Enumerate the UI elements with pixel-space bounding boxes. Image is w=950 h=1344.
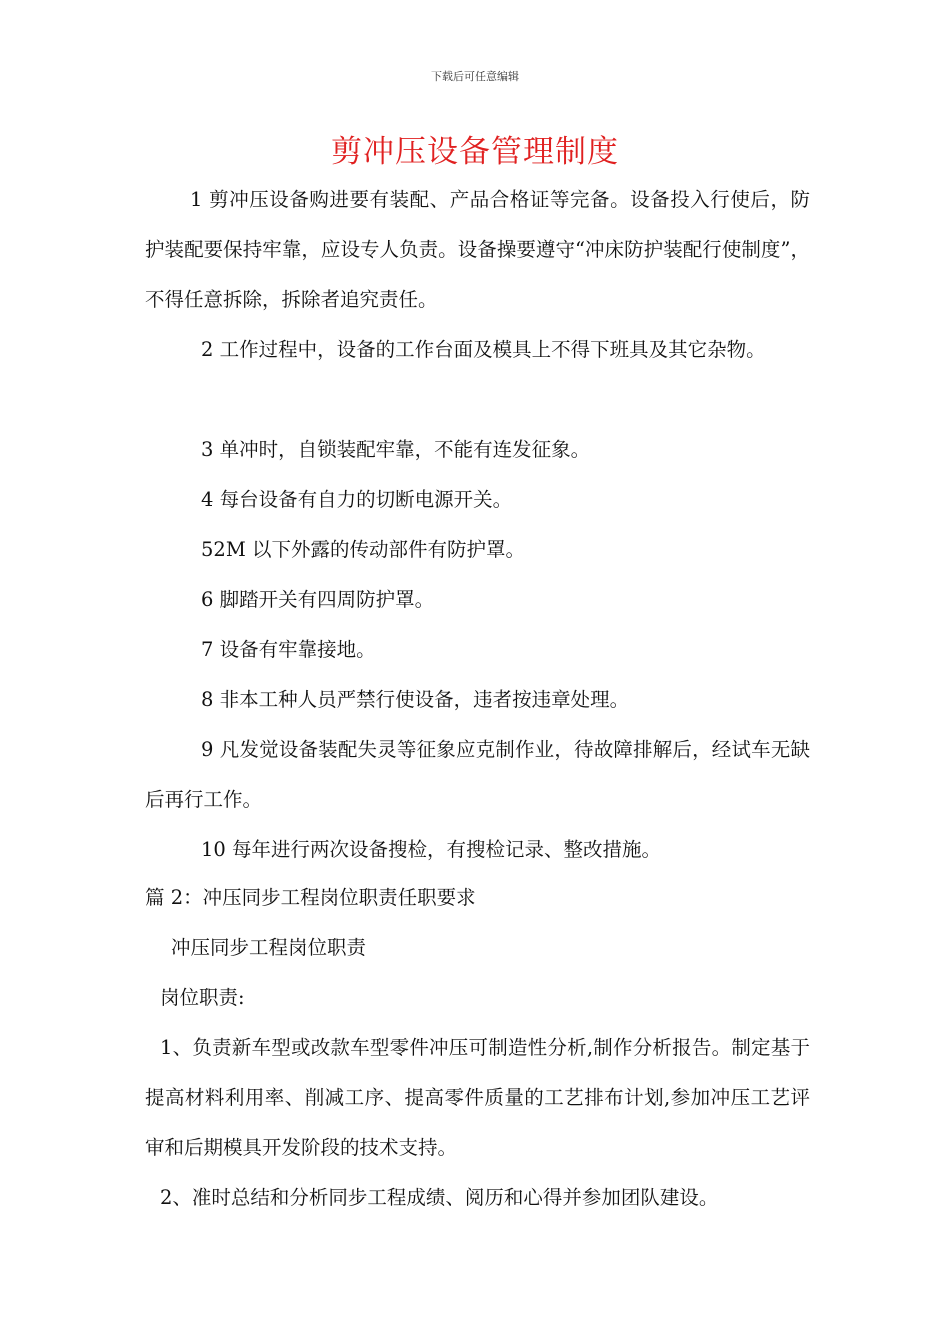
paragraph-5: 52M 以下外露的传动部件有防护罩。 <box>201 538 525 561</box>
duties-label: 岗位职责: <box>160 986 245 1009</box>
subsection-title: 冲压同步工程岗位职责 <box>171 936 367 959</box>
paragraph-7: 7 设备有牢靠接地。 <box>201 638 376 661</box>
paragraph-3: 3 单冲时，自锁装配牢靠，不能有连发征象。 <box>201 438 591 461</box>
header-note: 下载后可任意编辑 <box>431 70 519 83</box>
duty-item-2: 2、准时总结和分析同步工程成绩、阅历和心得并参加团队建设。 <box>160 1186 719 1209</box>
document-title: 剪冲压设备管理制度 <box>331 134 619 170</box>
paragraph-10: 10 每年进行两次设备搜检，有搜检记录、整改措施。 <box>201 838 662 861</box>
paragraph-4: 4 每台设备有自力的切断电源开关。 <box>201 488 513 511</box>
paragraph-2: 2 工作过程中，设备的工作台面及模具上不得下班具及其它杂物。 <box>201 338 766 361</box>
paragraph-1: 1 剪冲压设备购进要有装配、产品合格证等完备。设备投入行使后，防护装配要保持牢靠，应设专人负责。设备操要遵守“冲床防护装配行使制度”，不得任意拆除，拆除者追究责任。 <box>145 188 810 311</box>
section-heading: 篇 2：冲压同步工程岗位职责任职要求 <box>145 886 476 909</box>
duty-item-1: 1、负责新车型或改款车型零件冲压可制造性分析,制作分析报告。制定基于提高材料利用率、削减工序、提高零件质量的工艺排布计划,参加冲压工艺评审和后期模具开发阶段的技术支持。 <box>145 1036 810 1159</box>
paragraph-8: 8 非本工种人员严禁行使设备，违者按违章处理。 <box>201 688 630 711</box>
paragraph-6: 6 脚踏开关有四周防护罩。 <box>201 588 435 611</box>
paragraph-9: 9 凡发觉设备装配失灵等征象应克制作业，待故障排解后，经试车无缺后再行工作。 <box>145 738 810 811</box>
